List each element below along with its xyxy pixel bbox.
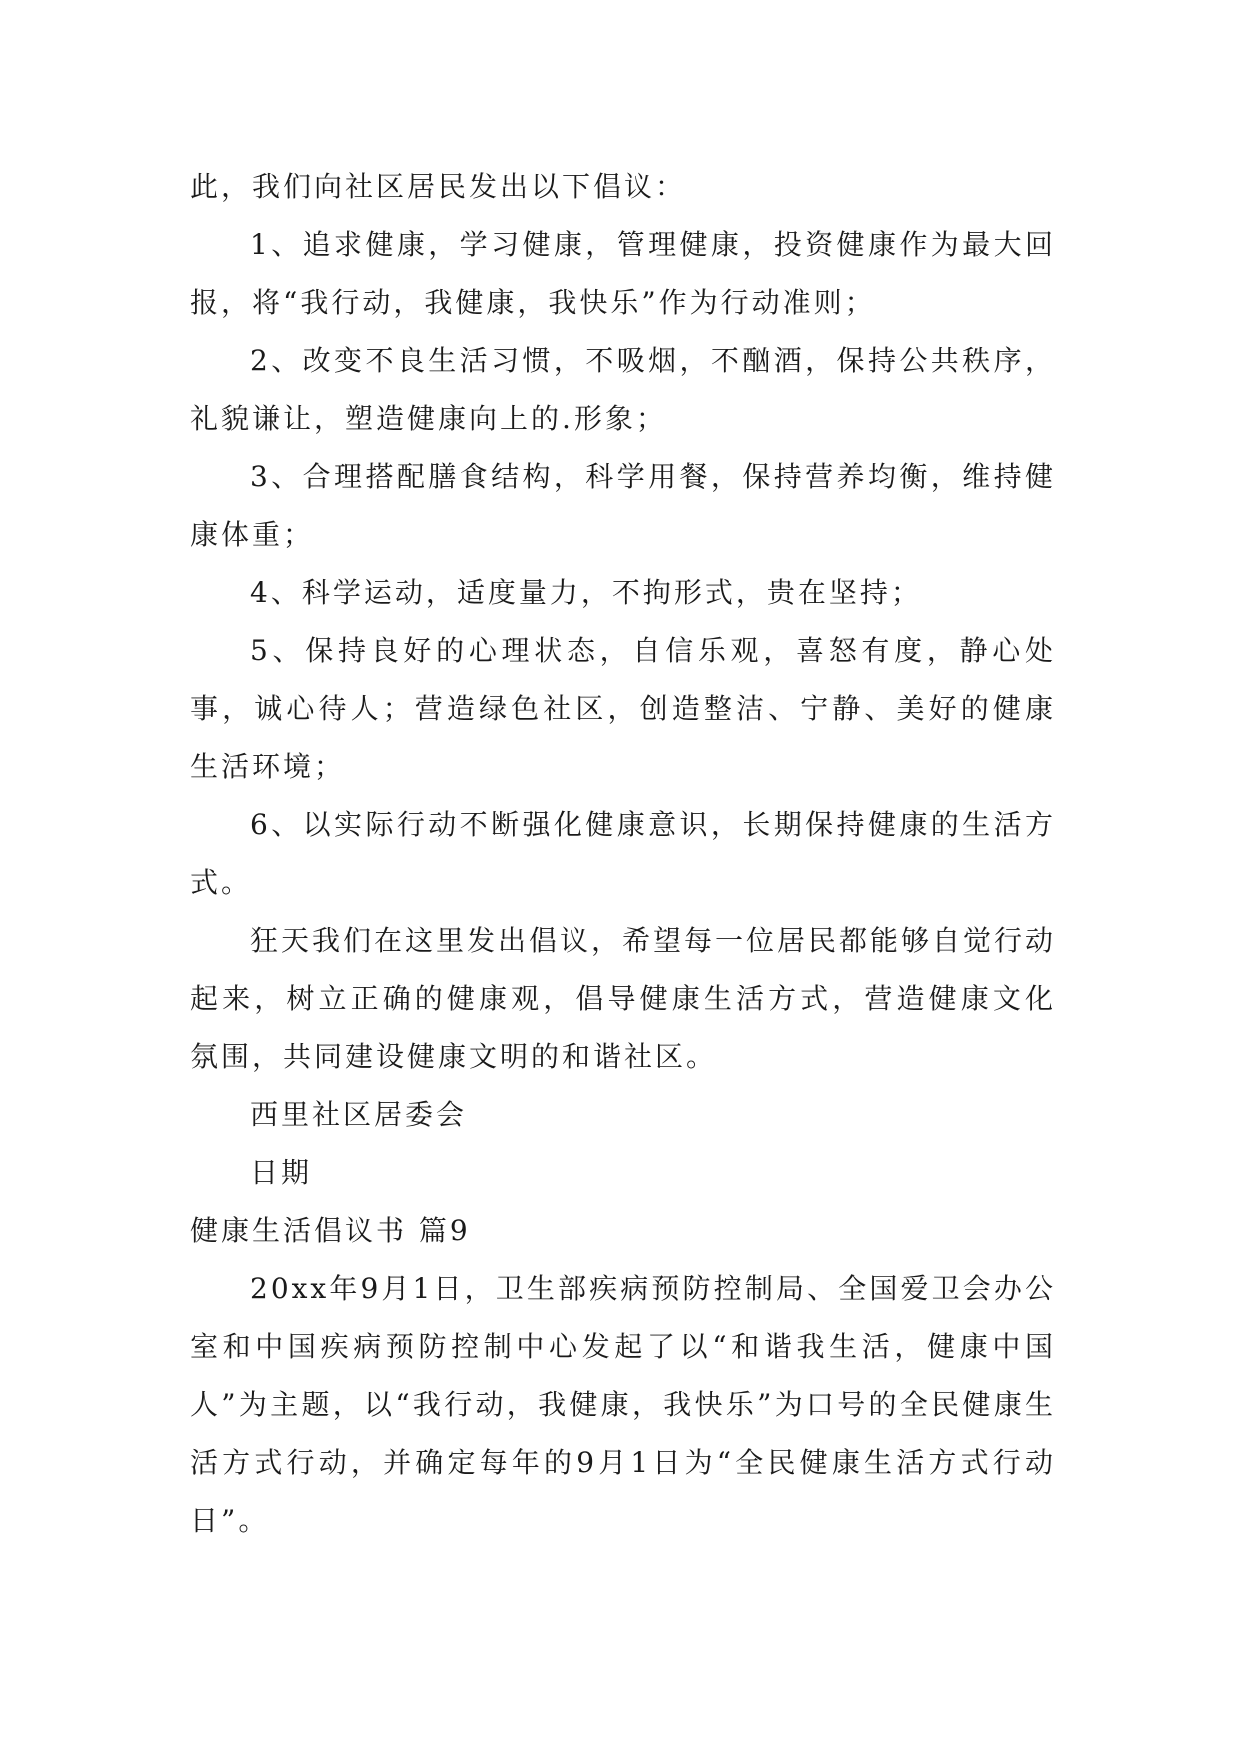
paragraph-item-5: 5、保持良好的心理状态，自信乐观，喜怒有度，静心处事，诚心待人；营造绿色社区，创造整洁、宁静、美好的健康生活环境； [190,634,1056,783]
signature-date: 日期 [250,1156,313,1189]
paragraph-item-2: 2、改变不良生活习惯，不吸烟，不酗酒，保持公共秩序，礼貌谦让，塑造健康向上的.形象； [190,344,1056,435]
paragraph-item-3: 3、合理搭配膳食结构，科学用餐，保持营养均衡，维持健康体重； [190,460,1056,551]
document-body [190,158,1056,1550]
section-paragraph-1: 20xx年9月1日，卫生部疾病预防控制局、全国爱卫会办公室和中国疾病预防控制中心发起了以“和谐我生活，健康中国人”为主题，以“我行动，我健康，我快乐”为口号的全民健康生活方式行动，并确定每年的9月1日为“全民健康生活方式行动日”。 [190,1272,1056,1537]
section-heading: 健康生活倡议书 篇9 [190,1214,471,1247]
signature-organization: 西里社区居委会 [250,1098,468,1131]
paragraph-item-1: 1、追求健康，学习健康，管理健康，投资健康作为最大回报，将“我行动，我健康，我快乐”作为行动准则； [190,228,1056,319]
paragraph-item-4: 4、科学运动，适度量力，不拘形式，贵在坚持； [250,576,922,609]
paragraph-intro: 此，我们向社区居民发出以下倡议： [190,170,687,203]
paragraph-closing: 狂天我们在这里发出倡议，希望每一位居民都能够自觉行动起来，树立正确的健康观，倡导健康生活方式，营造健康文化氛围，共同建设健康文明的和谐社区。 [190,924,1057,1073]
paragraph-item-6: 6、以实际行动不断强化健康意识，长期保持健康的生活方式。 [190,808,1056,899]
